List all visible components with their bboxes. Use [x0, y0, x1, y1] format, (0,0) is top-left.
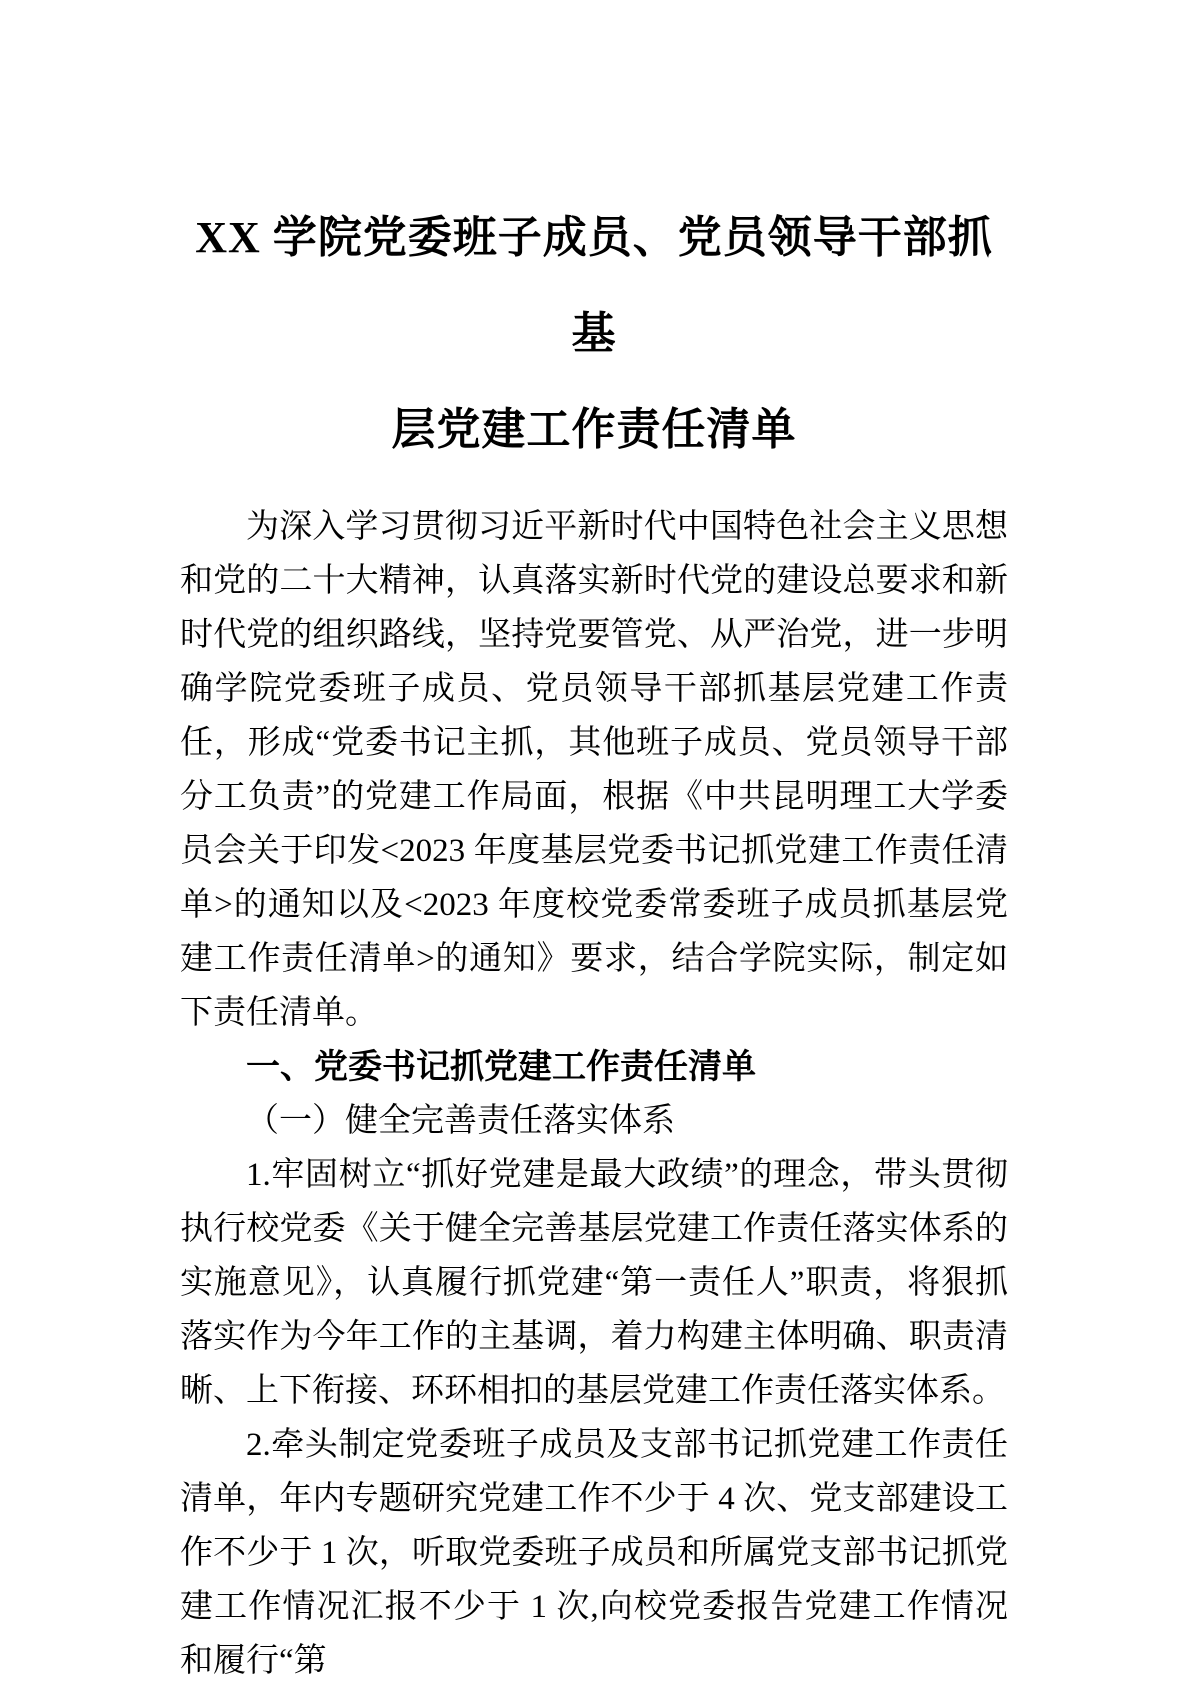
- subsection-1-1-heading: （一）健全完善责任落实体系: [246, 1103, 675, 1139]
- section-1-heading: 一、党委书记抓党建工作责任清单: [246, 1048, 756, 1086]
- document-body: [180, 500, 1008, 1683]
- document-title-line-2: 层党建工作责任清单: [391, 405, 797, 454]
- item-paragraph-2: 2.牵头制定党委班子成员及支部书记抓党建工作责任清单，年内专题研究党建工作不少于 4 次、党支部建设工作不少于 1 次，听取党委班子成员和所属党支部书记抓党建工作情况汇报不少于 1 次,向校党委报告党建工作情况和履行“第: [180, 1427, 1008, 1679]
- document-title: [180, 190, 1008, 478]
- item-paragraph-1: 1.牢固树立“抓好党建是最大政绩”的理念，带头贯彻执行校党委《关于健全完善基层党建工作责任落实体系的实施意见》，认真履行抓党建“第一责任人”职责，将狠抓落实作为今年工作的主基调，着力构建主体明确、职责清晰、上下衔接、环环相扣的基层党建工作责任落实体系。: [180, 1157, 1008, 1409]
- intro-paragraph: 为深入学习贯彻习近平新时代中国特色社会主义思想和党的二十大精神，认真落实新时代党的建设总要求和新时代党的组织路线，坚持党要管党、从严治党，进一步明确学院党委班子成员、党员领导干部抓基层党建工作责任，形成“党委书记主抓，其他班子成员、党员领导干部分工负责”的党建工作局面，根据《中共昆明理工大学委员会关于印发<2023 年度基层党委书记抓党建工作责任清单>的通知以及<2023 年度校党委常委班子成员抓基层党建工作责任清单>的通知》要求，结合学院实际，制定如下责任清单。: [180, 509, 1008, 1031]
- document-title-line-1: XX 学院党委班子成员、党员领导干部抓基: [195, 213, 993, 358]
